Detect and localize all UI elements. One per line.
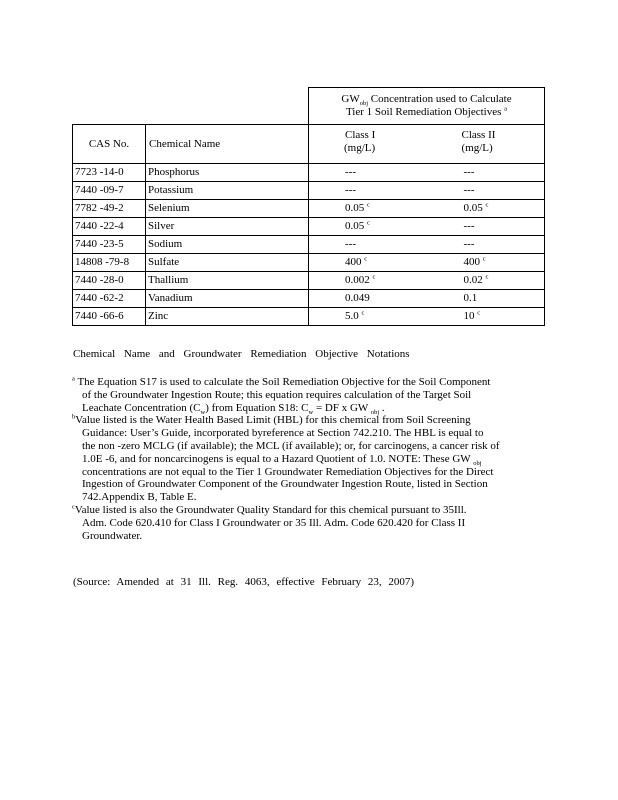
class-1-value-cell: --- — [309, 164, 428, 182]
table-row — [73, 308, 545, 326]
chemical-name-cell: Phosphorus — [146, 164, 309, 182]
table-body — [73, 164, 545, 326]
footnote-mark: c — [485, 273, 489, 281]
cas-number-cell: 7440 -22-4 — [73, 218, 146, 236]
cas-number-cell: 7440 -23-5 — [73, 236, 146, 254]
class-2-value-cell: --- — [428, 182, 545, 200]
table-row — [73, 290, 545, 308]
table-group-header-row — [73, 88, 545, 125]
chemical-name-cell: Selenium — [146, 200, 309, 218]
footnote-b: $^b$Value listed is the Water Health Based Limit (HBL) for this chemical from Soil Screening Guidance: User’s Guide, incorporated byreference at Section 742.210. The HBL is equal to the non -zero MCLG (if available); the MCL (if available); or, for carcinogens, a cancer risk of 1.0E -6, and for noncarcinogens is equal to a Hazard Quotient of 1.0. NOTE: These GW $_{obj}$ concentrations are not equal to the Tier 1 Groundwater Remediation Objectives for the Direct Ingestion of Groundwater Component of the Groundwater Ingestion Route, listed in Section 742.Appendix B, Table E. — [72, 413, 500, 504]
chemical-name-cell: Zinc — [146, 308, 309, 326]
source-citation: (Source: Amended at 31 Ill. Reg. 4063, effective February 23, 2007) — [73, 576, 414, 588]
footnote-mark: c — [367, 201, 370, 209]
class-1-value-cell: 400 $^c$ — [309, 254, 428, 272]
cas-number-cell: 7440 -66-6 — [73, 308, 146, 326]
table-row — [73, 236, 545, 254]
class-1-header: Class I (mg/L) — [309, 125, 428, 164]
class-2-value-cell: --- — [428, 218, 545, 236]
class-2-value-cell: 400 $^c$ — [428, 254, 545, 272]
footnote-mark: c — [364, 255, 368, 263]
chemical-name-cell: Potassium — [146, 182, 309, 200]
chemical-name-cell: Sulfate — [146, 254, 309, 272]
footnote-mark: c — [372, 273, 376, 281]
class-1-value-cell: 0.05 $^c$ — [309, 200, 428, 218]
notations-title: Chemical Name and Groundwater Remediation Objective Notations — [73, 348, 410, 360]
table-column-header-row — [73, 125, 545, 164]
class-2-value-cell: --- — [428, 236, 545, 254]
cas-number-cell: 7723 -14-0 — [73, 164, 146, 182]
footnote-mark: c — [477, 309, 481, 317]
footnote-c: $^c$Value listed is also the Groundwater Quality Standard for this chemical pursuant to 35Ill. Adm. Code 620.410 for Class I Groundwater or 35 Ill. Adm. Code 620.420 for Class II Groundwater. — [72, 503, 467, 542]
table-row — [73, 218, 545, 236]
class-1-value-cell: 5.0 $^c$ — [309, 308, 428, 326]
remediation-objectives-table — [72, 87, 545, 326]
class-2-value-cell: 10 $^c$ — [428, 308, 545, 326]
gw-concentration-header: $GW_{obj}$ Concentration used to Calculate Tier 1 Soil Remediation Objectives $^a$ — [309, 88, 545, 125]
class-2-header: Class II (mg/L) — [428, 125, 545, 164]
cas-number-cell: 7782 -49-2 — [73, 200, 146, 218]
footnote-a: $^a$ The Equation S17 is used to calculate the Soil Remediation Objective for the Soil Component of the Groundwater Ingestion Route; this equation requires calculation of the Target Soil Leachate Concentration $(C_w)$ from Equation S18: $C_w$ = DF x GW $_{obj}$ . — [72, 375, 491, 416]
footnote-mark: c — [485, 201, 489, 209]
class-2-value-cell: 0.1 — [428, 290, 545, 308]
chemical-name-cell: Sodium — [146, 236, 309, 254]
class-2-value-cell: --- — [428, 164, 545, 182]
chemical-name-cell: Silver — [146, 218, 309, 236]
footnote-mark: c — [361, 309, 365, 317]
chemical-name-cell: Vanadium — [146, 290, 309, 308]
table-row — [73, 182, 545, 200]
table-row — [73, 164, 545, 182]
footnotes — [72, 376, 534, 542]
class-1-value-cell: --- — [309, 236, 428, 254]
table-row — [73, 200, 545, 218]
footnote-mark: c — [367, 219, 370, 227]
class-1-value-cell: 0.05 $^c$ — [309, 218, 428, 236]
class-2-value-cell: 0.05 $^c$ — [428, 200, 545, 218]
class-1-value-cell: --- — [309, 182, 428, 200]
cas-number-header: CAS No. — [73, 125, 146, 164]
footnote-mark: c — [482, 255, 486, 263]
class-1-value-cell: 0.049 — [309, 290, 428, 308]
table-row — [73, 254, 545, 272]
class-2-value-cell: 0.02 $^c$ — [428, 272, 545, 290]
class-1-value-cell: 0.002 $^c$ — [309, 272, 428, 290]
cas-number-cell: 14808 -79-8 — [73, 254, 146, 272]
chemical-name-header: Chemical Name — [146, 125, 309, 164]
cas-number-cell: 7440 -09-7 — [73, 182, 146, 200]
cas-number-cell: 7440 -62-2 — [73, 290, 146, 308]
table-row — [73, 272, 545, 290]
cas-number-cell: 7440 -28-0 — [73, 272, 146, 290]
chemical-name-cell: Thallium — [146, 272, 309, 290]
